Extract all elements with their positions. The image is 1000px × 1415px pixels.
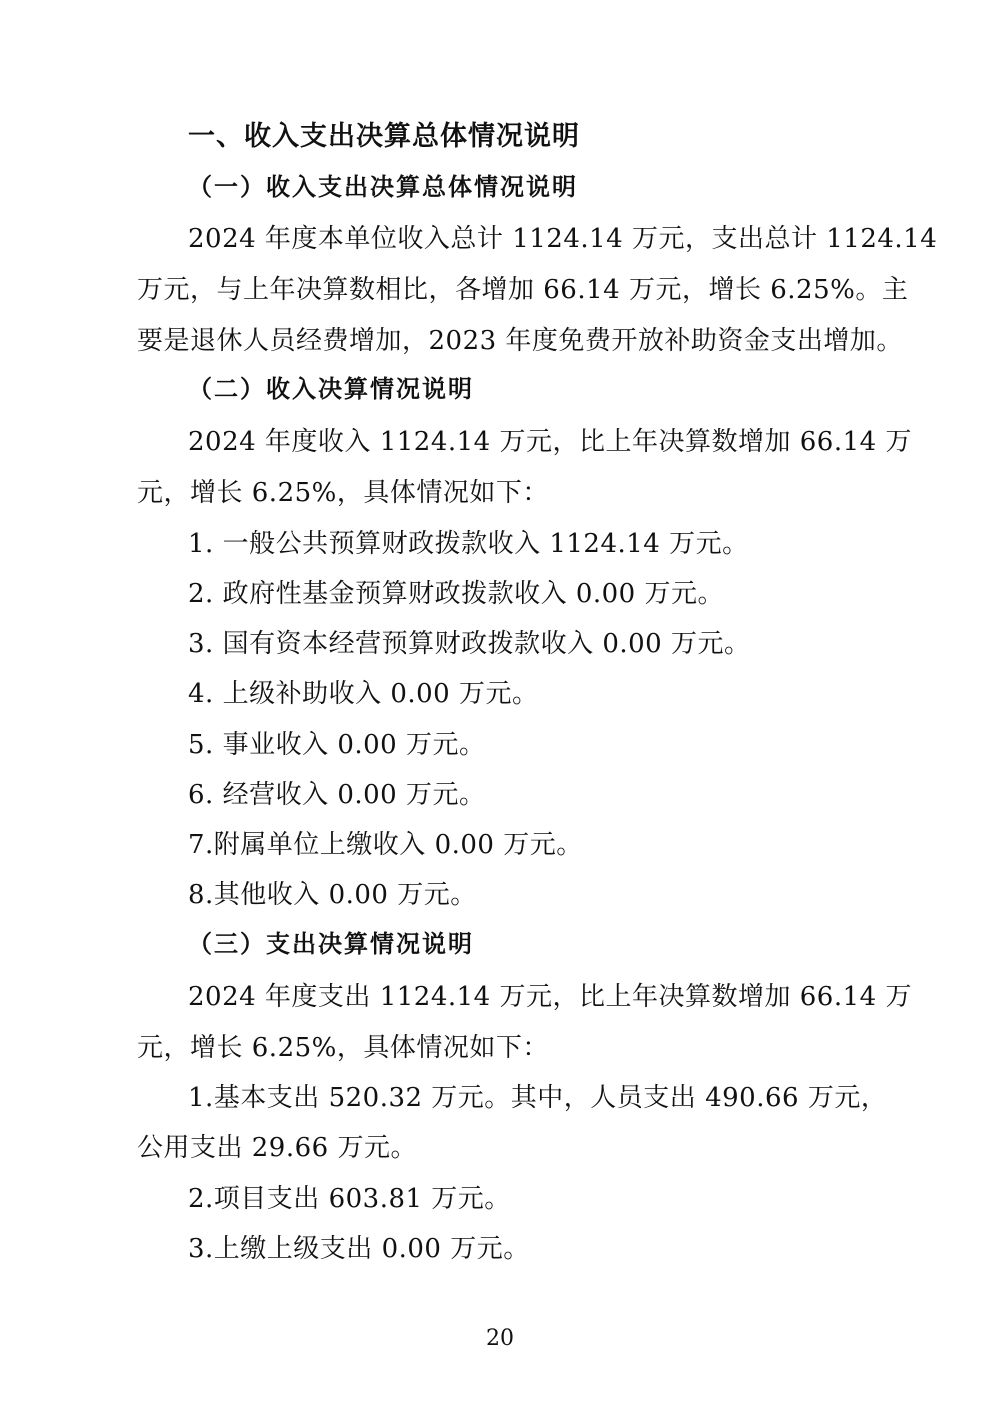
paragraph-line: 元，增长 6.25%，具体情况如下： — [137, 1033, 549, 1063]
list-item-continuation: 公用支出 29.66 万元。 — [137, 1133, 417, 1163]
page-number: 20 — [486, 1326, 514, 1351]
subsection-heading-3: （三）支出决算情况说明 — [188, 930, 474, 958]
list-item: 3. 国有资本经营预算财政拨款收入 0.00 万元。 — [188, 629, 751, 659]
list-item: 2. 政府性基金预算财政拨款收入 0.00 万元。 — [188, 579, 724, 609]
paragraph-line: 2024 年度收入 1124.14 万元，比上年决算数增加 66.14 万 — [188, 427, 912, 457]
paragraph-line: 万元，与上年决算数相比，各增加 66.14 万元，增长 6.25%。主 — [137, 275, 909, 305]
paragraph-line: 要是退休人员经费增加，2023 年度免费开放补助资金支出增加。 — [137, 326, 903, 356]
paragraph-line: 2024 年度支出 1124.14 万元，比上年决算数增加 66.14 万 — [188, 982, 912, 1012]
list-item: 5. 事业收入 0.00 万元。 — [188, 730, 486, 760]
section-heading: 一、收入支出决算总体情况说明 — [188, 121, 580, 152]
list-item: 6. 经营收入 0.00 万元。 — [188, 780, 486, 810]
paragraph-line: 2024 年度本单位收入总计 1124.14 万元，支出总计 1124.14 — [188, 224, 938, 254]
list-item: 1. 一般公共预算财政拨款收入 1124.14 万元。 — [188, 529, 749, 559]
list-item: 7.附属单位上缴收入 0.00 万元。 — [188, 830, 583, 860]
subsection-heading-1: （一）收入支出决算总体情况说明 — [188, 173, 578, 201]
list-item: 4. 上级补助收入 0.00 万元。 — [188, 679, 539, 709]
paragraph-line: 元，增长 6.25%，具体情况如下： — [137, 478, 549, 508]
list-item: 3.上缴上级支出 0.00 万元。 — [188, 1234, 530, 1264]
list-item: 1.基本支出 520.32 万元。其中，人员支出 490.66 万元， — [188, 1083, 888, 1113]
subsection-heading-2: （二）收入决算情况说明 — [188, 375, 474, 403]
list-item: 2.项目支出 603.81 万元。 — [188, 1184, 511, 1214]
list-item: 8.其他收入 0.00 万元。 — [188, 880, 477, 910]
